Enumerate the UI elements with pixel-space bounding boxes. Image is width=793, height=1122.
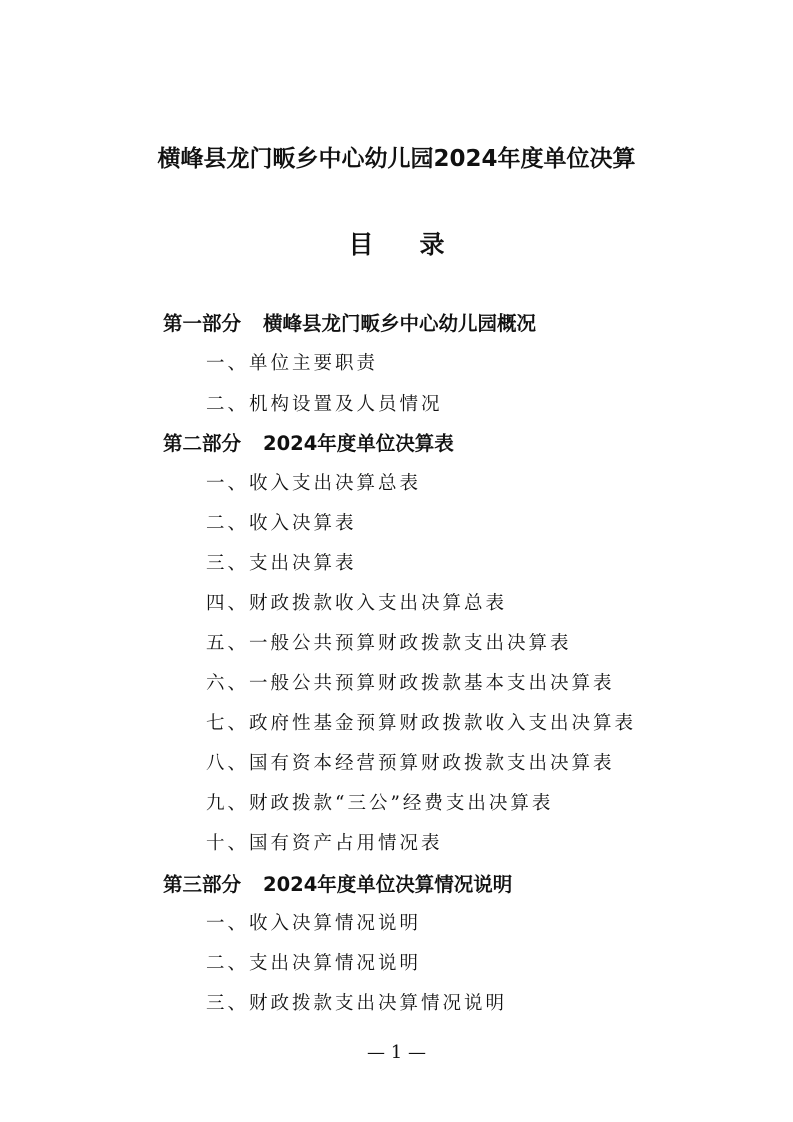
- toc-part-2: [163, 428, 454, 456]
- toc-item: 一、收入支出决算总表: [206, 473, 422, 494]
- toc-part-title: 横峰县龙门畈乡中心幼儿园概况: [263, 312, 537, 335]
- toc-item: 九、财政拨款“三公”经费支出决算表: [206, 793, 554, 814]
- toc-heading-char-1: 目: [348, 230, 374, 259]
- toc-part-title: 2024年度单位决算情况说明: [263, 873, 513, 896]
- toc-item: 七、政府性基金预算财政拨款收入支出决算表: [206, 713, 637, 734]
- toc-part-title: 2024年度单位决算表: [263, 432, 454, 455]
- toc-item: 六、一般公共预算财政拨款基本支出决算表: [206, 673, 615, 694]
- toc-item: 一、收入决算情况说明: [206, 913, 422, 934]
- toc-item: 一、单位主要职责: [206, 353, 379, 374]
- toc-item: 十、国有资产占用情况表: [206, 833, 443, 854]
- toc-item: 二、机构设置及人员情况: [206, 394, 443, 415]
- page-number: — 1 —: [367, 1042, 426, 1063]
- toc-heading: [0, 225, 793, 261]
- toc-part-number: 第二部分: [163, 432, 242, 455]
- toc-item: 二、收入决算表: [206, 513, 357, 534]
- toc-item: 三、财政拨款支出决算情况说明: [206, 993, 508, 1014]
- toc-part-3: [163, 869, 512, 897]
- toc-part-number: 第三部分: [163, 873, 242, 896]
- toc-item: 三、支出决算表: [206, 553, 357, 574]
- toc-item: 四、财政拨款收入支出决算总表: [206, 593, 508, 614]
- toc-part-1: [163, 308, 536, 336]
- document-title: 横峰县龙门畈乡中心幼儿园2024年度单位决算: [157, 146, 636, 172]
- toc-item: 八、国有资本经营预算财政拨款支出决算表: [206, 753, 615, 774]
- toc-heading-char-2: 录: [419, 230, 445, 259]
- toc-item: 二、支出决算情况说明: [206, 953, 422, 974]
- toc-part-number: 第一部分: [163, 312, 242, 335]
- toc-item: 五、一般公共预算财政拨款支出决算表: [206, 633, 572, 654]
